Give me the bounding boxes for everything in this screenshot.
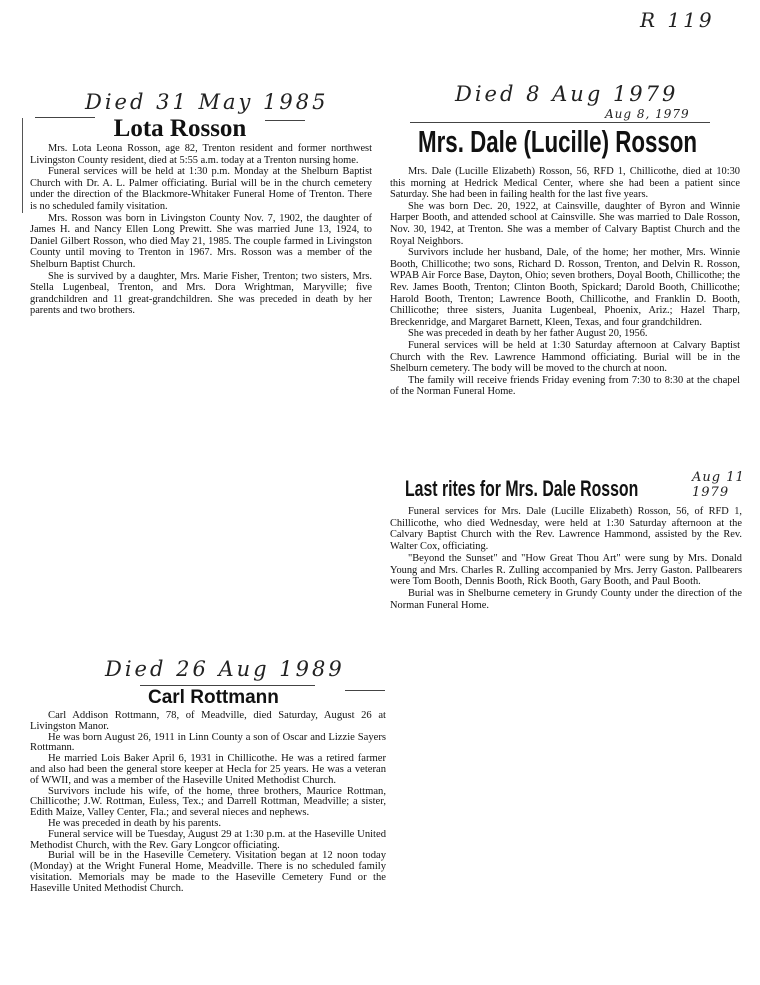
paragraph: Survivors include her husband, Dale, of the home; her mother, Mrs. Winnie Booth, Chillicothe; two sons, Richard D. Rosson, Trenton, and Delvin R. Rosson, WPAB Air Force Base, Dayton, Ohio; seven brothers, Doyal Booth, Chillicothe; the Rev. James Booth, Trenton; Clinton Booth, Spickard; Darold Booth, Chillicothe; Harold Booth, Trenton; Lawrence Booth, Chillicothe, and Franklin D. Booth, Chillicothe; three sisters, Juanita Lugenbeal, Phoenix, Ariz.; Hazel Tharp, Breckenridge, and Margaret Barnett, Kleen, Texas, and four grandchildren. <box>390 247 740 328</box>
obituary-title: Lota Rosson <box>113 115 247 142</box>
paragraph: Survivors include his wife, of the home, three brothers, Maurice Rottman, Chillicothe; J.W. Rottman, Euless, Tex.; and Darrell Rottman, Meadville; a sister, Edith Maize, Valley Center, Fla.; and several nieces and nephews. <box>30 785 386 819</box>
paragraph: Funeral services will be held at 1:30 p.m. Monday at the Shelburn Baptist Church with Dr. A. L. Palmer officiating. Burial will be in the church cemetery under the direction of the Blackmore-Whitaker Funeral Home of Trenton. There is no scheduled family visitation. <box>30 166 372 212</box>
article-body-last-rites <box>390 506 742 611</box>
page-annotation: R 119 <box>640 8 715 32</box>
obituary-title: Carl Rottmann <box>148 687 279 708</box>
paragraph: The family will receive friends Friday evening from 7:30 to 8:30 at the chapel of the Norman Funeral Home. <box>390 374 740 398</box>
paragraph: Mrs. Dale (Lucille Elizabeth) Rosson, 56, RFD 1, Chillicothe, died at 10:30 this morning at Hedrick Medical Center, where she had been a patient since Saturday. She had been in failing health for the last five years. <box>390 166 740 201</box>
obituary-title: Mrs. Dale (Lucille) Rosson <box>418 124 698 159</box>
paragraph: She was born Dec. 20, 1922, at Cainsville, daughter of Byron and Winnie Harper Booth, and attended school at Cainsville. She was married to Dale Rosson, Nov. 30, 1942, at Trenton. She was a member of Calvary Baptist Church and the Royal Neighbors. <box>390 200 740 247</box>
handwritten-note: Aug 8, 1979 <box>605 107 690 121</box>
paragraph: Mrs. Rosson was born in Livingston County Nov. 7, 1902, the daughter of James H. and Nancy Ellen Long Prewitt. She was married June 13, 1924, to Daniel Gilbert Rosson, who died May 21, 1985. The couple farmed in Livingston County until moving to Trenton in 1967. Mrs. Rosson was a member of the Shelburn Baptist Church. <box>30 212 372 270</box>
divider <box>410 122 710 123</box>
paragraph: He was born August 26, 1911 in Linn County a son of Oscar and Lizzie Sayers Rottmann. <box>30 731 386 754</box>
paragraph: She was preceded in death by her father August 20, 1956. <box>408 328 648 340</box>
handwritten-date: Died 8 Aug 1979 <box>455 82 679 106</box>
obituary-body-dale <box>390 166 740 398</box>
paragraph: Mrs. Lota Leona Rosson, age 82, Trenton resident and former northwest Livingston County resident, died at 5:55 a.m. today at a Trenton nursing home. <box>30 143 372 166</box>
paragraph: "Beyond the Sunset" and "How Great Thou Art" were sung by Mrs. Donald Young and Mrs. Charles R. Zulling accompanied by Mrs. Jerry Gaston. Pallbearers were Tom Booth, Dennis Booth, Rick Booth, Gary Booth, and Paul Booth. <box>390 552 742 588</box>
paragraph: Carl Addison Rottmann, 78, of Meadville, died Saturday, August 26 at Livingston Manor. <box>30 710 386 732</box>
divider <box>140 685 315 686</box>
margin-mark <box>22 118 23 213</box>
handwritten-note: Aug 11 1979 <box>692 470 745 500</box>
paragraph: Funeral services will be held at 1:30 Saturday afternoon at Calvary Baptist Church with the Rev. Lawrence Hammond officiating. Burial will be in the Shelburn cemetery. The body will be moved to the church at noon. <box>390 339 740 375</box>
paragraph: She is survived by a daughter, Mrs. Marie Fisher, Trenton; two sisters, Mrs. Stella Lugenbeal, Trenton, and Mrs. Dora Wrightman, Maryville; five grandchildren and 11 great-grandchildren. She was preceded in death by her parents and two brothers. <box>30 270 372 317</box>
paragraph: He was preceded in death by his parents. <box>48 817 221 829</box>
handwritten-date: Died 26 Aug 1989 <box>105 657 345 681</box>
paragraph: He married Lois Baker April 6, 1931 in Chillicothe. He was a retired farmer and also had been the general store keeper at Hecla for 25 years. He was a veteran of WWII, and was a member of the Haseville United Methodist Church. <box>30 753 386 786</box>
paragraph: Burial was in Shelburne cemetery in Grundy County under the direction of the Norman Funeral Home. <box>390 587 742 611</box>
article-title: Last rites for Mrs. Dale Rosson <box>405 476 639 501</box>
obituary-body-lota <box>30 143 372 317</box>
paragraph: Burial will be in the Haseville Cemetery. Visitation began at 12 noon today (Monday) at the Wright Funeral Home, Meadville. There is no scheduled family visitation. Memorials may be made to the Haseville Cemetery Fund or the Haseville United Methodist Church. <box>30 850 386 894</box>
obituary-body-carl <box>30 711 386 895</box>
divider <box>345 690 385 691</box>
paragraph: Funeral services for Mrs. Dale (Lucille Elizabeth) Rosson, 56, of RFD 1, Chillicothe, who died Wednesday, were held at 1:30 Saturday afternoon at the Calvary Baptist Church with the Rev. Lawrence Hammond, assisted by the Rev. Walter Cox, officiating. <box>390 506 742 553</box>
paragraph: Funeral service will be Tuesday, August 29 at 1:30 p.m. at the Haseville United Methodist Church, with the Rev. Gary Longcor officiating. <box>30 828 386 851</box>
handwritten-date: Died 31 May 1985 <box>85 90 329 114</box>
